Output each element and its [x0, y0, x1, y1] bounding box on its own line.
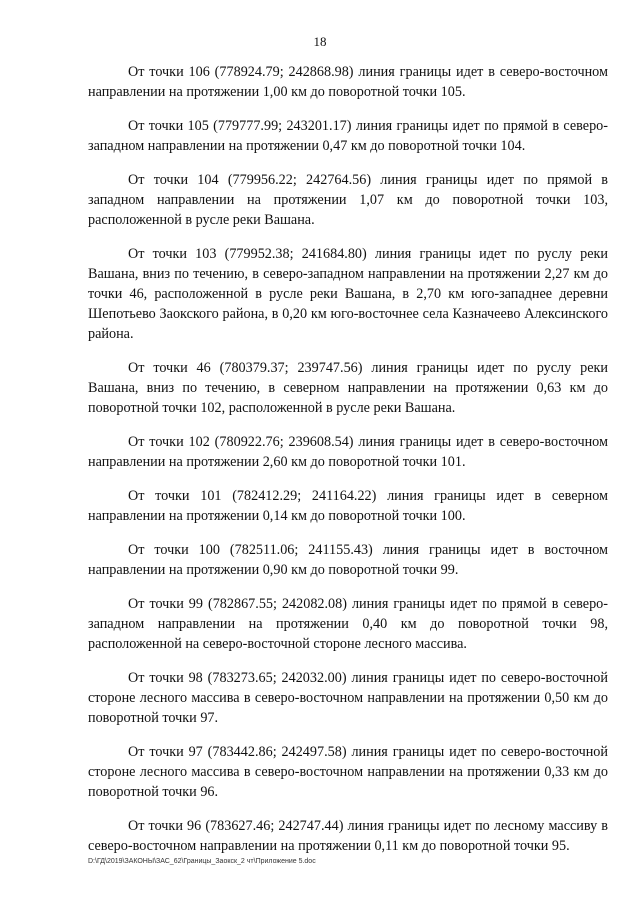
paragraph-point-103: От точки 103 (779952.38; 241684.80) линия границы идет по руслу реки Вашана, вниз по течению, в северо-западном направлении на протяжении 2,27 км до точки 46, расположенной в русле реки Вашана, в 2,70 км юго-западнее деревни Шепотьево Заокского района, в 0,20 км юго-восточнее села Казначеево Алексинского района. [88, 246, 608, 342]
paragraph-point-46: От точки 46 (780379.37; 239747.56) линия границы идет по руслу реки Вашана, вниз по течению, в северном направлении на протяжении 0,63 км до поворотной точки 102, расположенной в русле реки Вашана. [88, 360, 608, 416]
page-number: 18 [313, 34, 327, 49]
paragraph-point-106: От точки 106 (778924.79; 242868.98) линия границы идет в северо-восточном направлении на протяжении 1,00 км до поворотной точки 105. [88, 64, 608, 100]
paragraph-point-102: От точки 102 (780922.76; 239608.54) линия границы идет в северо-восточном направлении на протяжении 2,60 км до поворотной точки 101. [88, 434, 608, 470]
paragraph-point-96: От точки 96 (783627.46; 242747.44) линия границы идет по лесному массиву в северо-восточном направлении на протяжении 0,11 км до поворотной точки 95. [88, 818, 608, 854]
paragraph-point-97: От точки 97 (783442.86; 242497.58) линия границы идет по северо-восточной стороне лесного массива в северо-восточном направлении на протяжении 0,33 км до поворотной точки 96. [88, 744, 608, 800]
paragraph-point-101: От точки 101 (782412.29; 241164.22) линия границы идет в северном направлении на протяжении 0,14 км до поворотной точки 100. [88, 488, 608, 524]
footer-file-path: D:\ГД\2019\ЗАКОНЫ\ЗАС_62\Границы_Заокск_2 чт\Приложение 5.doc [88, 858, 316, 865]
document-body [88, 62, 608, 870]
paragraph-point-99: От точки 99 (782867.55; 242082.08) линия границы идет по прямой в северо-западном направлении на протяжении 0,40 км до поворотной точки 98, расположенной на северо-восточной стороне лесного массива. [88, 596, 608, 652]
paragraph-point-98: От точки 98 (783273.65; 242032.00) линия границы идет по северо-восточной стороне лесного массива в северо-восточном направлении на протяжении 0,50 км до поворотной точки 97. [88, 670, 608, 726]
paragraph-point-104: От точки 104 (779956.22; 242764.56) линия границы идет по прямой в западном направлении на протяжении 1,07 км до поворотной точки 103, расположенной в русле реки Вашана. [88, 172, 608, 228]
paragraph-point-100: От точки 100 (782511.06; 241155.43) линия границы идет в восточном направлении на протяжении 0,90 км до поворотной точки 99. [88, 542, 608, 578]
paragraph-point-105: От точки 105 (779777.99; 243201.17) линия границы идет по прямой в северо-западном направлении на протяжении 0,47 км до поворотной точки 104. [88, 118, 608, 154]
